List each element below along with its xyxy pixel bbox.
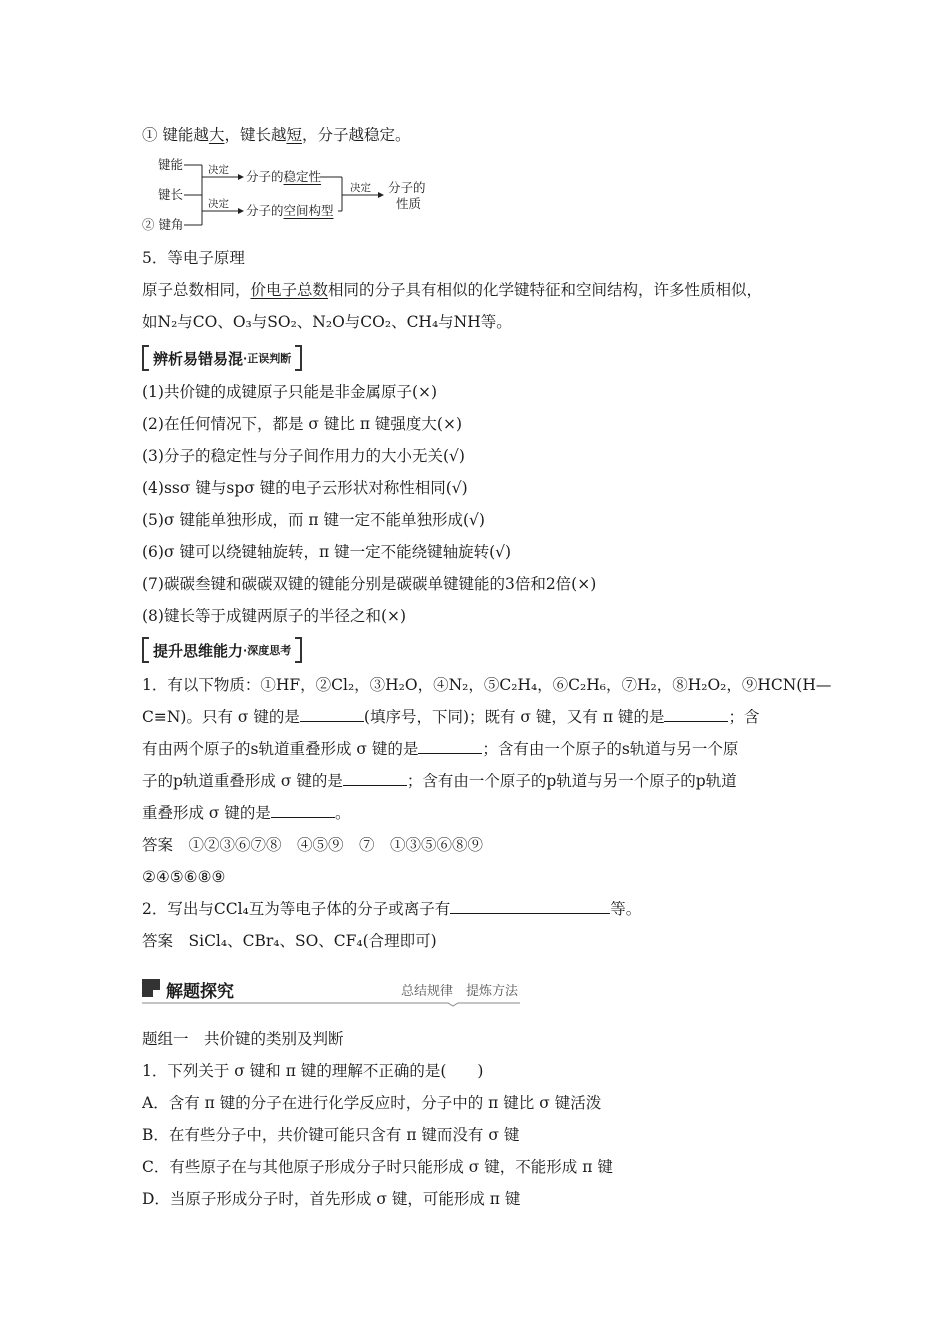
answer-blank — [418, 739, 482, 754]
option-a: A．含有 π 键的分子在进行化学反应时，分子中的 π 键比 σ 键活泼 — [142, 1094, 602, 1112]
underlined-answer: 价电子总数 — [250, 281, 329, 299]
question-1-line-5 — [142, 802, 350, 824]
text: 子的p轨道重叠形成 σ 键的是 — [142, 772, 343, 790]
text: 相同的分子具有相似的化学键特征和空间结构，许多性质相似， — [328, 281, 763, 299]
section-square-icon — [142, 979, 160, 997]
section-divider — [142, 1001, 520, 1007]
header-title: 提升思维能力 — [153, 641, 244, 660]
option-d: D．当原子形成分子时，首先形成 σ 键，可能形成 π 键 — [142, 1190, 521, 1208]
node-bond-angle: ② 键角 — [142, 217, 184, 232]
text: 有由两个原子的s轨道重叠形成 σ 键的是 — [142, 740, 419, 758]
diagram-connectors — [142, 155, 432, 235]
judgement-item: (5)σ 键能单独形成，而 π 键一定不能单独形成(√) — [142, 511, 485, 529]
text: ① 键能越 — [142, 126, 209, 144]
question-1-line-2 — [142, 706, 760, 728]
header-subtitle: ·深度思考 — [243, 644, 292, 657]
text: 分子的 — [246, 203, 284, 218]
answer-blank — [271, 803, 335, 818]
option-b: B．在有些分子中，共价键可能只含有 π 键而没有 σ 键 — [142, 1126, 520, 1144]
answer-blank — [664, 707, 728, 722]
answer-blank — [300, 707, 364, 722]
section-problem-exploration — [142, 975, 520, 1005]
judgement-item: (7)碳碳叁键和碳碳双键的键能分别是碳碳单键键能的3倍和2倍(×) — [142, 575, 597, 593]
answer-1: 答案 ①②③⑥⑦⑧ ④⑤⑨ ⑦ ①③⑤⑥⑧⑨ — [142, 836, 484, 854]
judgement-item: (3)分子的稳定性与分子间作用力的大小无关(√) — [142, 447, 465, 465]
text: ；含 — [728, 708, 760, 726]
bracket-right — [295, 637, 302, 663]
result-properties-2: 性质 — [396, 196, 422, 211]
isoelectronic-line-1 — [142, 279, 762, 301]
section-tagline: 总结规律 提炼方法 — [400, 984, 518, 999]
judgement-item: (8)键长等于成键两原子的半径之和(×) — [142, 607, 407, 625]
text: 重叠形成 σ 键的是 — [142, 804, 271, 822]
question-1-line-3 — [142, 738, 738, 760]
group-title: 题组一 共价键的类别及判断 — [142, 1030, 344, 1048]
judgement-item: (1)共价键的成键原子只能是非金属原子(×) — [142, 383, 438, 401]
underlined-answer: 稳定性 — [283, 169, 322, 184]
text: ，分子越稳定。 — [301, 126, 411, 144]
text: C≡N)。只有 σ 键的是 — [142, 708, 300, 726]
question-2 — [142, 898, 641, 920]
text: 原子总数相同， — [142, 281, 251, 299]
isoelectronic-line-2: 如N₂与CO、O₃与SO₂、N₂O与CO₂、CH₄与NH等。 — [142, 313, 512, 331]
arrow-label: 决定 — [208, 164, 229, 176]
answer-1-cont: ②④⑤⑥⑧⑨ — [142, 868, 226, 886]
header-thinking — [142, 638, 302, 662]
underlined-answer: 大 — [208, 126, 225, 144]
judgement-item: (4)ssσ 键与spσ 键的电子云形状对称性相同(√) — [142, 479, 468, 497]
text: ；含有由一个原子的p轨道与另一个原子的p轨道 — [406, 772, 737, 790]
target-configuration — [246, 204, 334, 218]
problem-1-stem: 1．下列关于 σ 键和 π 键的理解不正确的是( ) — [142, 1062, 484, 1080]
node-bond-length: 键长 — [158, 187, 184, 202]
bracket-left — [142, 637, 149, 663]
text: 。 — [334, 804, 351, 822]
result-properties-1: 分子的 — [388, 180, 426, 195]
question-1-line-4 — [142, 770, 737, 792]
text: 等。 — [610, 900, 642, 918]
node-bond-energy: 键能 — [158, 157, 184, 172]
answer-blank — [450, 899, 610, 914]
text: ，键长越 — [224, 126, 287, 144]
arrow-label: 决定 — [350, 182, 371, 194]
bond-energy-line — [142, 124, 411, 146]
section-title: 解题探究 — [166, 982, 234, 1002]
text: ；含有由一个原子的s轨道与另一个原 — [482, 740, 739, 758]
text: 2．写出与CCl₄互为等电子体的分子或离子有 — [142, 900, 451, 918]
text: 分子的 — [246, 169, 284, 184]
underlined-answer: 短 — [286, 126, 302, 144]
question-1-line-1: 1．有以下物质：①HF，②Cl₂，③H₂O，④N₂，⑤C₂H₄，⑥C₂H₆，⑦H₂，⑧H₂O₂，⑨HCN(H— — [142, 676, 832, 694]
target-stability — [246, 170, 321, 184]
judgement-item: (6)σ 键可以绕键轴旋转，π 键一定不能绕键轴旋转(√) — [142, 543, 512, 561]
bracket-left — [142, 345, 149, 371]
text: (填序号，下同)；既有 σ 键，又有 π 键的是 — [363, 708, 665, 726]
bracket-right — [295, 345, 302, 371]
answer-blank — [343, 771, 407, 786]
header-subtitle: ·正误判断 — [243, 352, 292, 365]
judgement-item: (2)在任何情况下，都是 σ 键比 π 键强度大(×) — [142, 415, 463, 433]
header-title: 辨析易错易混 — [153, 349, 244, 368]
section-5-title: 5．等电子原理 — [142, 249, 245, 267]
arrow-label: 决定 — [208, 198, 229, 210]
answer-2: 答案 SiCl₄、CBr₄、SO、CF₄(合理即可) — [142, 932, 437, 950]
bond-parameter-diagram — [142, 155, 432, 235]
header-judgement — [142, 346, 302, 370]
underlined-answer: 空间构型 — [283, 203, 334, 218]
option-c: C．有些原子在与其他原子形成分子时只能形成 σ 键，不能形成 π 键 — [142, 1158, 613, 1176]
